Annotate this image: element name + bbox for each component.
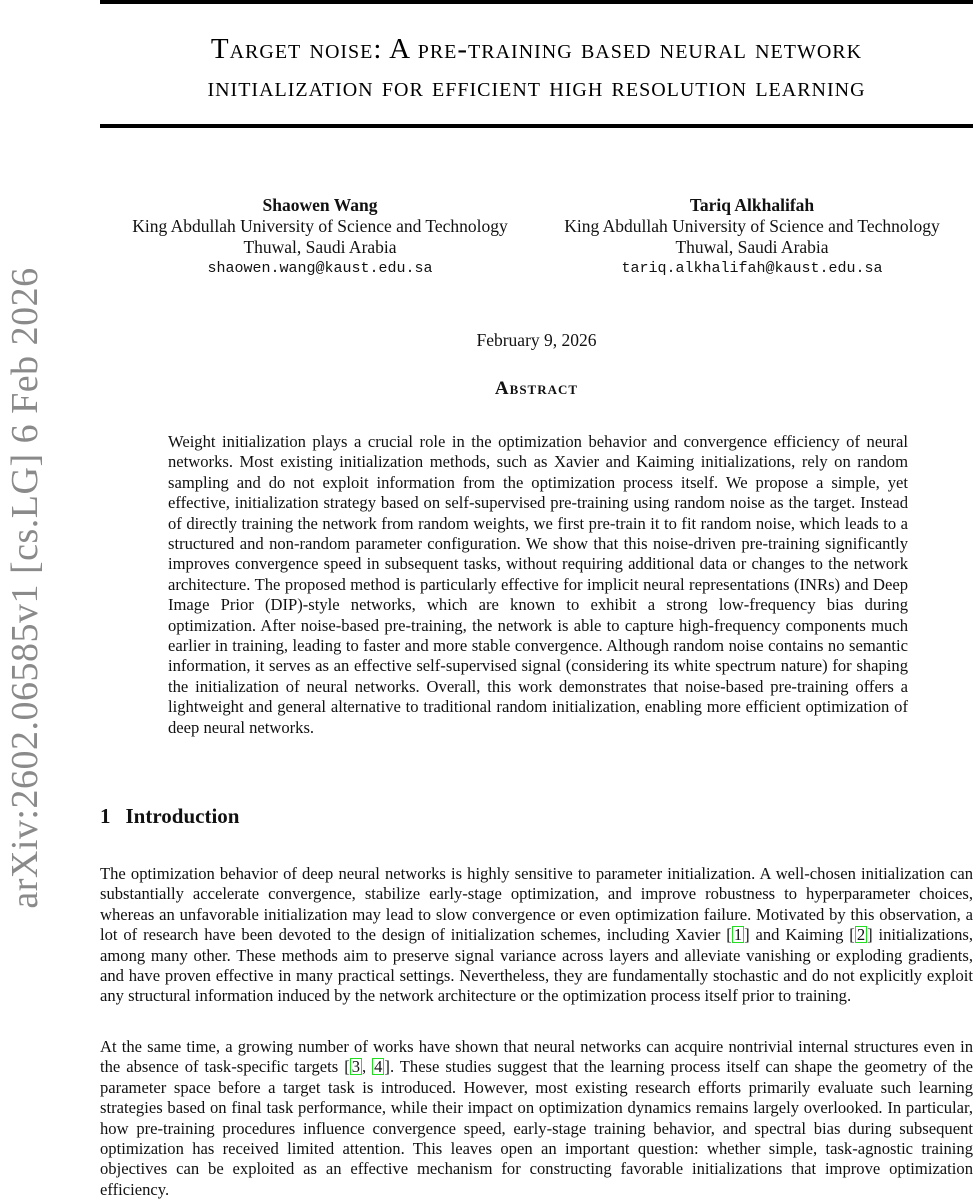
author-email[interactable]: shaowen.wang@kaust.edu.sa [207,260,433,277]
section-heading [100,804,239,829]
citation-link[interactable]: 2 [856,925,866,945]
author-email[interactable]: tariq.alkhalifah@kaust.edu.sa [621,260,883,277]
section-title: Introduction [125,804,240,828]
citation-link[interactable]: 3 [351,1057,361,1077]
title-line-1: Target noise: A pre-training based neural network [210,33,863,65]
paragraph-text: The optimization behavior of deep neural networks is highly sensitive to parameter initialization. A well-chosen initialization can substantially accelerate convergence, stabilize early-stage optimization, and improve robustness to hyperparameter choices, whereas an unfavorable initialization may lead to slow convergence or even optimization failure. Motivated by this observation, a lot of research have been devoted to the design of initialization schemes, including Xavier [100,864,973,945]
intro-paragraph-1: The optimization behavior of deep neural networks is highly sensitive to parameter initialization. A well-chosen initialization can substantially accelerate convergence, stabilize early-stage optimization, and improve robustness to hyperparameter choices, whereas an unfavorable initialization may lead to slow convergence or even optimization failure. Motivated by this observation, a lot of research have been devoted to the design of initialization schemes, including Xavier [ 1 ] and Kaiming [ 2 ] initializations, among many other. These methods aim to preserve signal variance across layers and alleviate vanishing or exploding gradients, and have proven effective in many practical settings. Nevertheless, they are fundamentally stochastic and do not explicitly exploit any structural information induced by the network architecture or the optimization process itself prior to training. [100,864,973,1006]
paragraph-text: and Kaiming [749,925,850,945]
author-affiliation: King Abdullah University of Science and Technology [132,216,508,236]
title-bottom-rule [100,124,973,128]
author-block-2 [542,195,962,279]
author-block-1 [110,195,530,279]
paragraph-text: . These studies suggest that the learning process itself can shape the geometry of the parameter space before a target task is introduced. However, most existing research efforts primarily evaluate such learning strategies based on final task performance, while their impact on optimization dynamics remains largely overlooked. In particular, how pre-training procedures influence convergence speed, early-stage training behavior, and spectral bias during subsequent optimization has received limited attention. This leaves open an important question: whether simple, task-agnostic training objectives can be exploited as an effective mechanism for constructing favorable initializations that improve optimization efficiency. [100,1057,974,1199]
section-number: 1 [100,804,111,828]
abstract-text: Weight initialization plays a crucial role in the optimization behavior and convergence efficiency of neural networks. Most existing initialization methods, such as Xavier and Kaiming initializations, rely on random sampling and do not exploit information from the optimization process itself. We propose a simple, yet effective, initialization strategy based on self-supervised pre-training using random noise as the target. Instead of directly training the network from random weights, we first pre-train it to fit random noise, which leads to a structured and non-random parameter configuration. We show that this noise-driven pre-training significantly improves convergence speed in subsequent tasks, without requiring additional data or changes to the network architecture. The proposed method is particularly effective for implicit neural representations (INRs) and Deep Image Prior (DIP)-style networks, which are known to exhibit a strong low-frequency bias during optimization. After noise-based pre-training, the network is able to capture high-frequency components much earlier in training, leading to faster and more stable convergence. Although random noise contains no semantic information, it serves as an effective self-supervised signal (considering its white spectrum nature) for shaping the initialization of neural networks. Overall, this work demonstrates that noise-based pre-training offers a lightweight and general alternative to traditional random initialization, enabling more efficient optimization of deep neural networks. [168,432,908,737]
arxiv-identifier-text: arXiv:2602.06585v1 [cs.LG] 6 Feb 2026 [4,267,46,909]
title-line-2: initialization for efficient high resolution learning [207,71,866,103]
paragraph-text: initializations, among many other. These methods aim to preserve signal variance across layers and alleviate vanishing or exploding gradients, and have proven effective in many practical settings. Nevertheless, they are fundamentally stochastic and do not explicitly exploit any structural information induced by the network architecture or the optimization process itself prior to training. [100,925,973,1006]
arxiv-identifier [0,268,50,908]
author-affiliation: King Abdullah University of Science and Technology [564,216,940,236]
citation-link[interactable]: 4 [374,1057,383,1077]
author-location: Thuwal, Saudi Arabia [243,237,397,257]
intro-paragraph-2: At the same time, a growing number of works have shown that neural networks can acquire nontrivial internal structures even in the absence of task-specific targets [ 3 , 4 ]. These studies suggest that the learning process itself can shape the geometry of the parameter space before a target task is introduced. However, most existing research efforts primarily evaluate such learning strategies based on final task performance, while their impact on optimization dynamics remains largely overlooked. In particular, how pre-training procedures influence convergence speed, early-stage training behavior, and spectral bias during subsequent optimization has received limited attention. This leaves open an important question: whether simple, task-agnostic training objectives can be exploited as an effective mechanism for constructing favorable initializations that improve optimization efficiency. [100,1037,974,1199]
top-rule [100,0,973,4]
paragraph-text: At the same time, a growing number of works have shown that neural networks can acquire nontrivial internal structures even in the absence of task-specific targets [100,1037,973,1077]
author-location: Thuwal, Saudi Arabia [675,237,829,257]
paper-date: February 9, 2026 [476,330,597,350]
author-name: Tariq Alkhalifah [689,195,815,215]
citation-link[interactable]: 1 [733,925,743,945]
abstract-heading: Abstract [494,378,579,399]
author-name: Shaowen Wang [262,195,378,215]
paper-title [100,30,973,106]
